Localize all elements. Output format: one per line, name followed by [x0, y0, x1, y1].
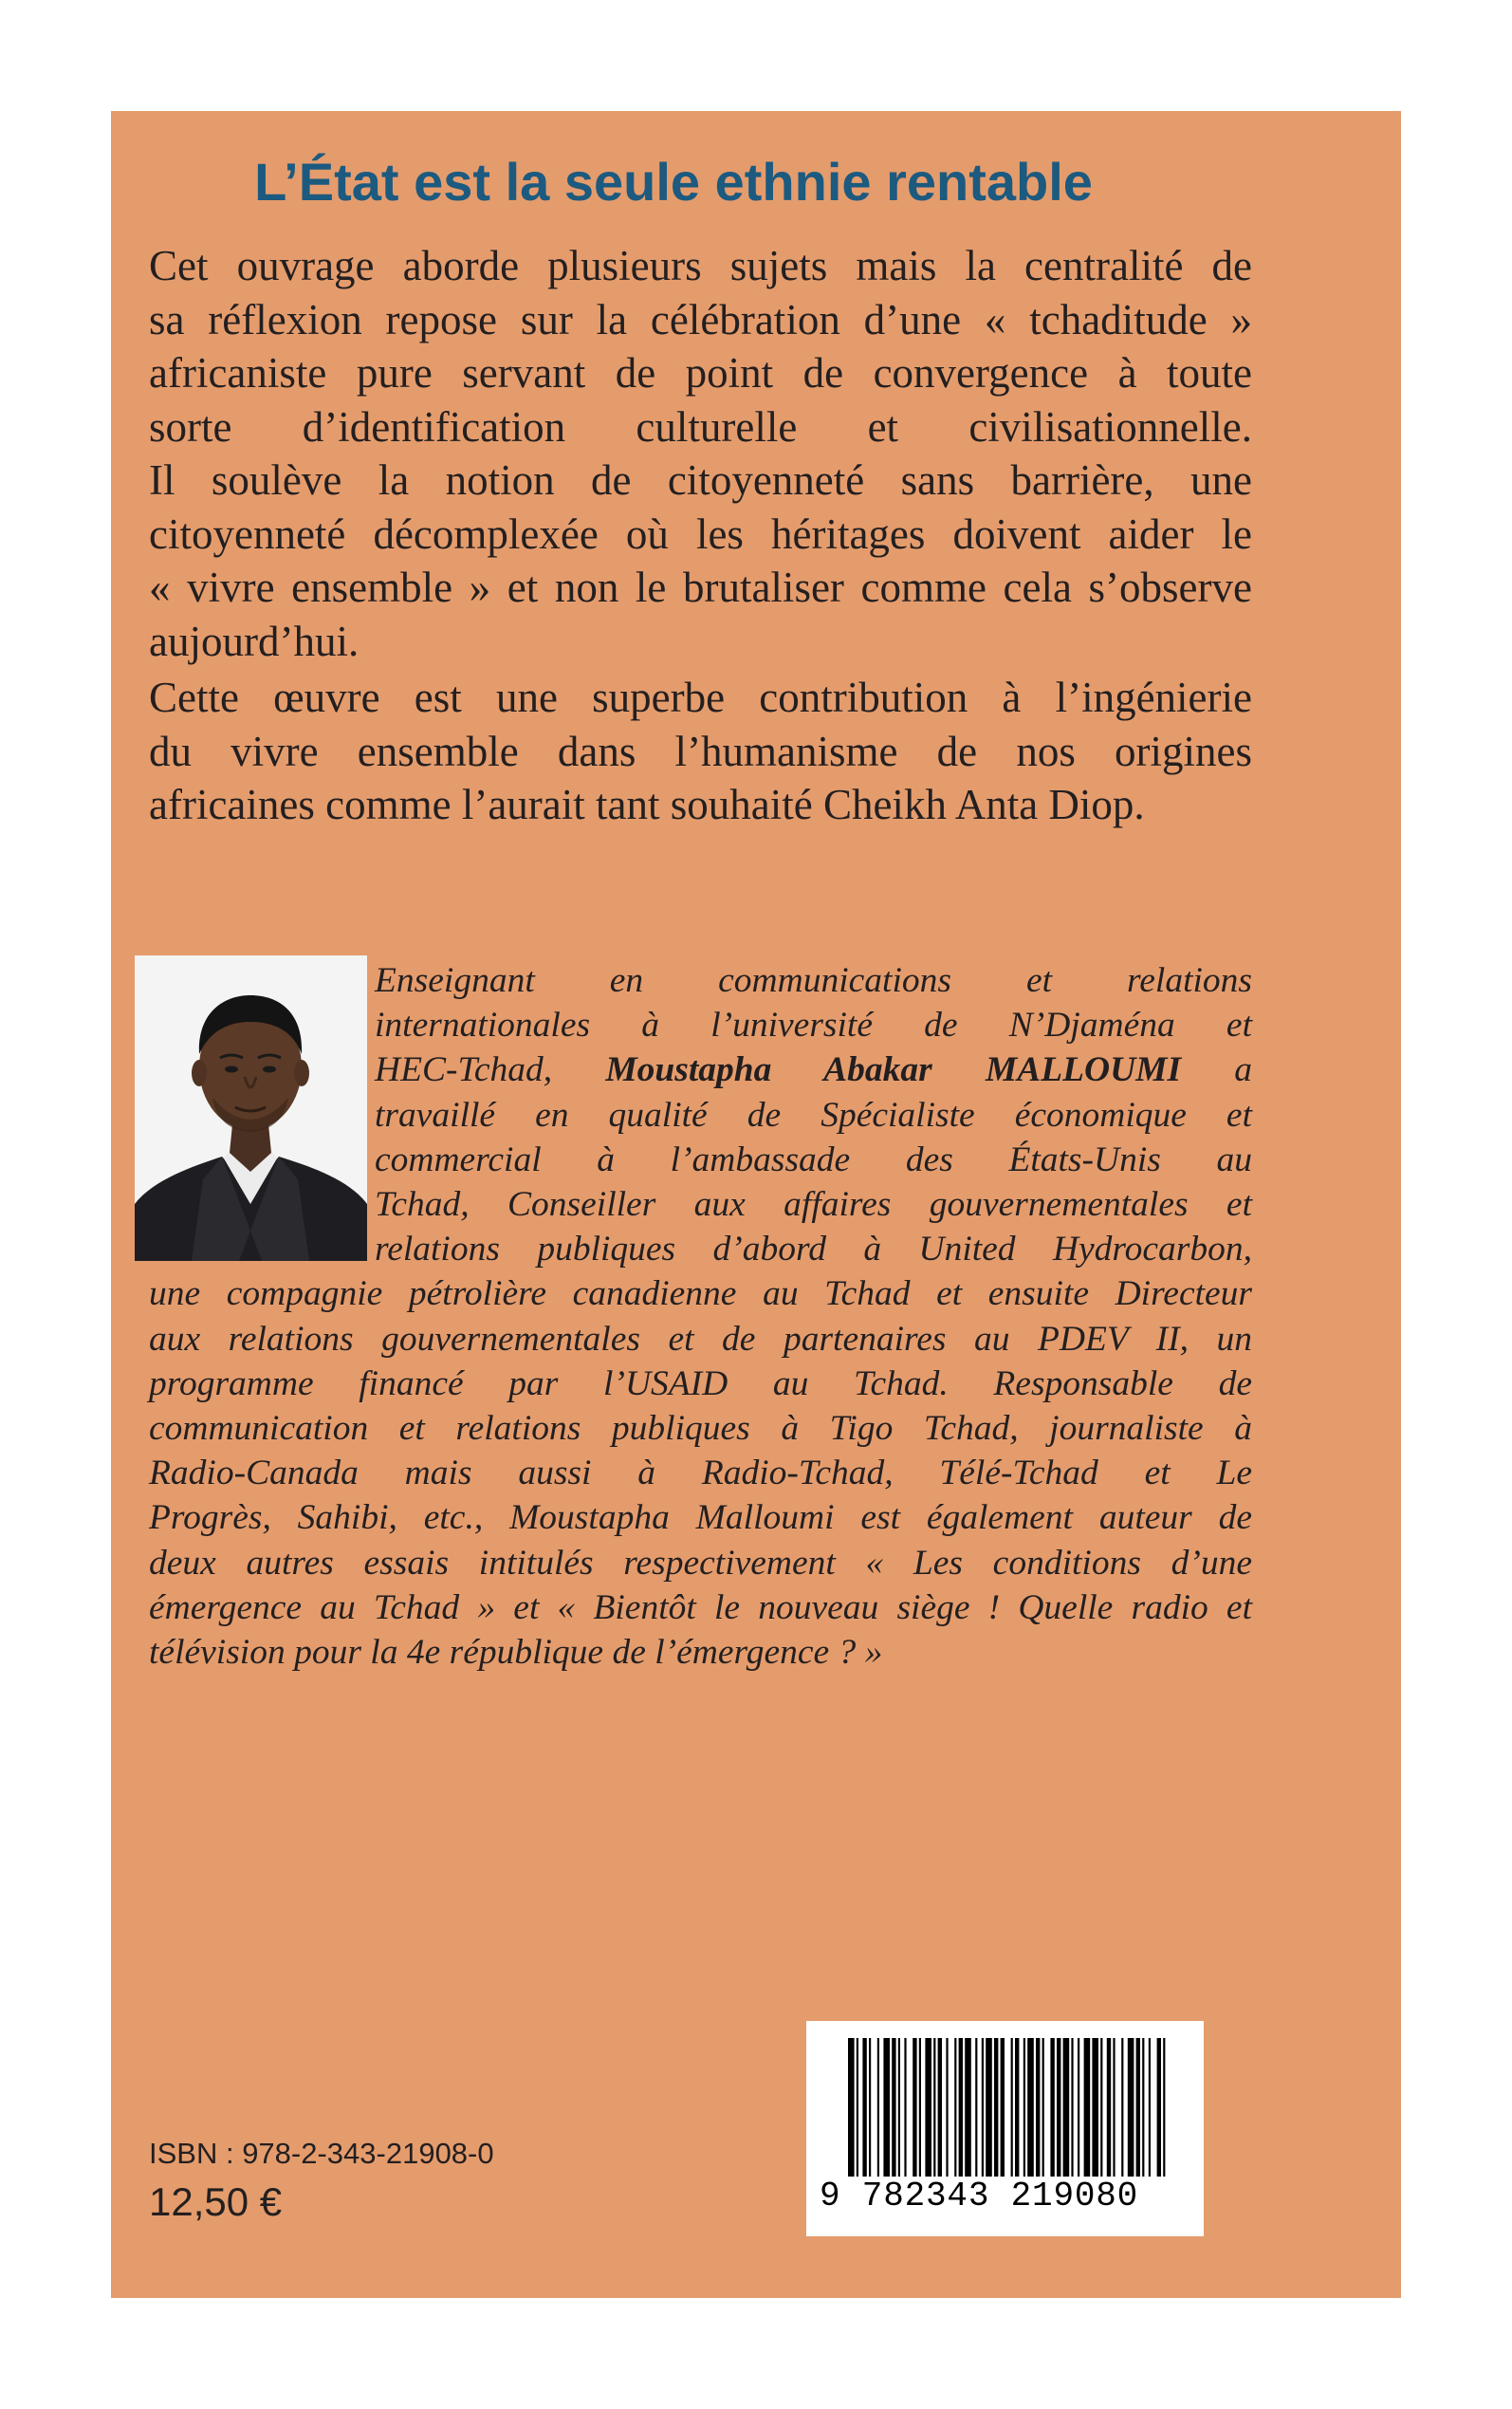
- summary-line: « vivre ensemble » et non le brutaliser comme cela s’observe: [149, 564, 1252, 611]
- barcode-bar: [986, 2038, 992, 2177]
- summary-paragraph-1: [149, 239, 1252, 668]
- barcode-bar: [1136, 2038, 1140, 2177]
- barcode-bar: [1027, 2038, 1034, 2177]
- summary-line: sa réflexion repose sur la célébration d’une « tchaditude »: [149, 295, 1252, 343]
- summary-line: Cet ouvrage aborde plusieurs sujets mais la centralité de: [149, 242, 1252, 289]
- barcode-bar: [959, 2038, 963, 2177]
- bio-line: télévision pour la 4e république de l’émergence ? »: [149, 1633, 883, 1673]
- barcode-bar: [898, 2038, 900, 2177]
- barcode-bar: [1092, 2038, 1098, 2177]
- barcode-bar: [1078, 2038, 1079, 2177]
- barcode-bar: [913, 2038, 916, 2177]
- barcode-bar: [1128, 2038, 1134, 2177]
- barcode-digits: 9 782343 219080: [820, 2177, 1139, 2215]
- barcode-bar: [1057, 2038, 1060, 2177]
- barcode-bar: [904, 2038, 906, 2177]
- barcode-bar: [938, 2038, 942, 2177]
- bio-line: [375, 1047, 1252, 1092]
- bio-line: programme financé par l’USAID au Tchad. Responsable de: [149, 1363, 1252, 1403]
- bio-line: relations publiques d’abord à United Hydrocarbon,: [375, 1230, 1252, 1269]
- barcode-bars: [848, 2038, 1166, 2177]
- bio-line: Enseignant en communications et relations: [375, 961, 1252, 1000]
- barcode-bar: [1084, 2038, 1091, 2177]
- barcode-bar: [1142, 2038, 1144, 2177]
- barcode-bar: [1001, 2038, 1005, 2177]
- barcode-bar: [1113, 2038, 1115, 2177]
- summary-line: sorte d’identification culturelle et civilisationnelle.: [149, 402, 1252, 451]
- summary-line: aujourd’hui.: [149, 617, 360, 665]
- author-name: Moustapha Abakar MALLOUMI: [605, 1050, 1182, 1090]
- bio-line: Radio-Canada mais aussi à Radio-Tchad, Télé-Tchad et Le: [149, 1454, 1252, 1493]
- summary-line: Il soulève la notion de citoyenneté sans barrière, une: [149, 456, 1252, 504]
- barcode-bar: [1015, 2038, 1019, 2177]
- barcode-bar: [1121, 2038, 1123, 2177]
- barcode-bar: [933, 2038, 935, 2177]
- barcode-bar: [1050, 2038, 1054, 2177]
- barcode-bar: [848, 2038, 855, 2177]
- bio-text: HEC-Tchad,: [375, 1050, 606, 1090]
- bio-line: commercial à l’ambassade des États-Unis au: [375, 1140, 1252, 1179]
- bio-line: Tchad, Conseiller aux affaires gouvernementales et: [375, 1185, 1252, 1225]
- isbn: ISBN : 978-2-343-21908-0: [149, 2137, 494, 2170]
- summary-line: Cette œuvre est une superbe contribution à l’ingénierie: [149, 674, 1252, 721]
- book-title: L’État est la seule ethnie rentable: [254, 152, 1093, 212]
- barcode-bar: [1042, 2038, 1044, 2177]
- author-biography: [149, 958, 1253, 1673]
- barcode-bar: [869, 2038, 871, 2177]
- barcode-bar: [1071, 2038, 1073, 2177]
- barcode-bar: [965, 2038, 971, 2177]
- barcode-bar: [1063, 2038, 1070, 2177]
- barcode-bar: [1036, 2038, 1040, 2177]
- barcode-bar: [946, 2038, 948, 2177]
- summary-line: du vivre ensemble dans l’humanisme de nos origines: [149, 727, 1252, 775]
- price: 12,50 €: [149, 2179, 283, 2224]
- barcode-bar: [1011, 2038, 1013, 2177]
- barcode-bar: [1157, 2038, 1161, 2177]
- summary-line: citoyenneté décomplexée où les héritages doivent aider le: [149, 510, 1252, 558]
- barcode-bar: [975, 2038, 977, 2177]
- bio-line: communication et relations publiques à Tigo Tchad, journaliste à: [149, 1409, 1252, 1449]
- bio-line: Progrès, Sahibi, etc., Moustapha Malloumi est également auteur de: [149, 1498, 1252, 1538]
- barcode-bar: [994, 2038, 998, 2177]
- bio-line: aux relations gouvernementales et de partenaires au PDEV II, un: [149, 1319, 1252, 1359]
- bio-text: a: [1181, 1050, 1253, 1090]
- barcode-bar: [1107, 2038, 1111, 2177]
- barcode-bar: [1023, 2038, 1025, 2177]
- barcode-bar: [982, 2038, 984, 2177]
- bio-line: deux autres essais intitulés respectivement « Les conditions d’une: [149, 1543, 1252, 1583]
- bio-line: internationales à l’université de N’Djaména et: [375, 1006, 1252, 1046]
- bio-line: une compagnie pétrolière canadienne au Tchad et ensuite Directeur: [149, 1274, 1252, 1314]
- barcode-bar: [877, 2038, 879, 2177]
- barcode-bar: [892, 2038, 895, 2177]
- summary-line: africaines comme l’aurait tant souhaité Cheikh Anta Diop.: [149, 781, 1145, 828]
- barcode-bar: [919, 2038, 921, 2177]
- barcode-bar: [1100, 2038, 1102, 2177]
- barcode-bar: [862, 2038, 866, 2177]
- barcode-bar: [857, 2038, 858, 2177]
- barcode-bar: [1163, 2038, 1165, 2177]
- summary-paragraph-2: [149, 671, 1252, 832]
- barcode-bar: [925, 2038, 931, 2177]
- barcode-bar: [883, 2038, 890, 2177]
- summary-line: africaniste pure servant de point de convergence à toute: [149, 349, 1252, 397]
- barcode-bar: [954, 2038, 956, 2177]
- barcode-bar: [1149, 2038, 1151, 2177]
- barcode: [806, 2021, 1204, 2236]
- bio-line: travaillé en qualité de Spécialiste économique et: [375, 1095, 1252, 1135]
- bio-line: émergence au Tchad » et « Bientôt le nouveau siège ! Quelle radio et: [149, 1587, 1252, 1627]
